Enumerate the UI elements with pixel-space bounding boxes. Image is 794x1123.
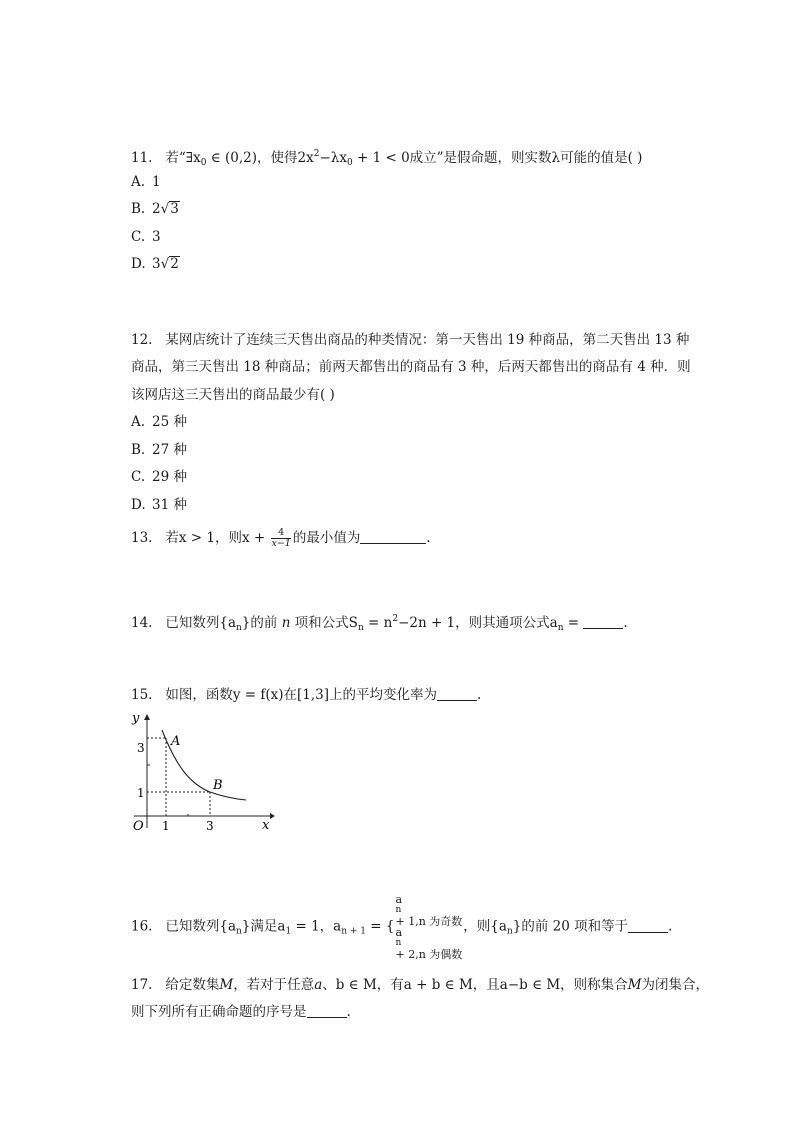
q12-option-c[interactable]: C. 29 种 [131, 469, 187, 485]
q15-answer-blank[interactable] [437, 686, 477, 701]
q13-number: 13. [131, 530, 153, 546]
function-graph [128, 708, 278, 833]
q15-number: 15. [131, 687, 153, 703]
q12-option-a[interactable]: A. 25 种 [131, 414, 187, 430]
q16-stem: 16. 已知数列$\{a_n\}$满足$a_1 = 1$，$a_{n + 1}$ = { a n + 1,n 为奇数 a n + 2,n 为偶数 ，则$\{a_n\}$的前 20 项和等于 . [131, 893, 673, 961]
q17-stem-line2: 则下列所有正确命题的序号是 . [131, 1004, 351, 1020]
q11-stem: 11. 若“$\exists x_0$ ∈ (0,2)，使得$2x^2-\lambda x_0 + 1 < 0$成立”是假命题，则实数λ可能的值是( ) [131, 149, 643, 168]
x-axis-arrow [270, 813, 275, 819]
fraction: $\frac{4}{x-1}$ [271, 527, 291, 549]
q12-stem-line3: 该网店这三天售出的商品最少有( ) [131, 387, 335, 403]
radical-sign: √ [160, 201, 170, 217]
q17-answer-blank[interactable] [307, 1003, 347, 1018]
q14-stem: 14. 已知数列$\{a_n\}$的前 n 项和公式$S_n = n^2-2n + 1$，则其通项公式$a_n$ = . [131, 614, 628, 633]
y-axis-label: y [132, 711, 140, 726]
q15-stem: 15. 如图，函数y = f(x)在[1,3]上的平均变化率为 . [131, 687, 482, 703]
q12-option-b[interactable]: B. 27 种 [131, 442, 187, 458]
q11-option-a[interactable]: A. 1 [131, 174, 161, 190]
q14-answer-blank[interactable] [583, 614, 623, 629]
q16-number: 16. [131, 918, 153, 935]
q12-stem-line2: 商品，第三天售出 18 种商品；前两天都售出的商品有 3 种，后两天都售出的商品有 4 种．则 [131, 359, 691, 375]
point-b-label: B [213, 778, 223, 793]
q12-stem-line1: 12. 某网店统计了连续三天售出商品的种类情况：第一天售出 19 种商品，第二天售出 13 种 [131, 332, 690, 348]
origin-label: O [133, 819, 144, 833]
q17-number: 17. [131, 977, 153, 993]
piecewise-definition: a n + 1,n 为奇数 a n + 2,n 为偶数 [395, 893, 463, 961]
q16-answer-blank[interactable] [628, 918, 668, 933]
radical-sign: √ [160, 256, 170, 272]
q13-answer-blank[interactable] [360, 529, 426, 544]
q12-number: 12. [131, 332, 153, 348]
x-axis-label: x [262, 818, 270, 833]
q17-stem-line1: 17. 给定数集M，若对于任意a、b ∈ M，有a + b ∈ M，且a−b ∈ M，则称集合M为闭集合， [131, 977, 710, 993]
point-a-label: A [171, 734, 181, 749]
y-tick-label-3: 3 [137, 741, 145, 755]
q13-stem: 13. 若x > 1，则x + $\frac{4}{x-1}$ 的最小值为 . [131, 527, 431, 549]
q11-option-b[interactable]: B. 2√3 [131, 201, 179, 217]
q11-option-d[interactable]: D. 3√2 [131, 256, 179, 272]
q12-option-d[interactable]: D. 31 种 [131, 497, 187, 513]
q15-graph-figure [128, 708, 278, 837]
y-axis-arrow [144, 714, 150, 720]
q11-option-c[interactable]: C. 3 [131, 229, 161, 245]
x-tick-label-1: 1 [162, 819, 170, 833]
q14-number: 14. [131, 615, 153, 631]
q11-number: 11. [131, 150, 153, 166]
y-tick-label-1: 1 [137, 786, 145, 800]
x-tick-label-3: 3 [206, 819, 214, 833]
